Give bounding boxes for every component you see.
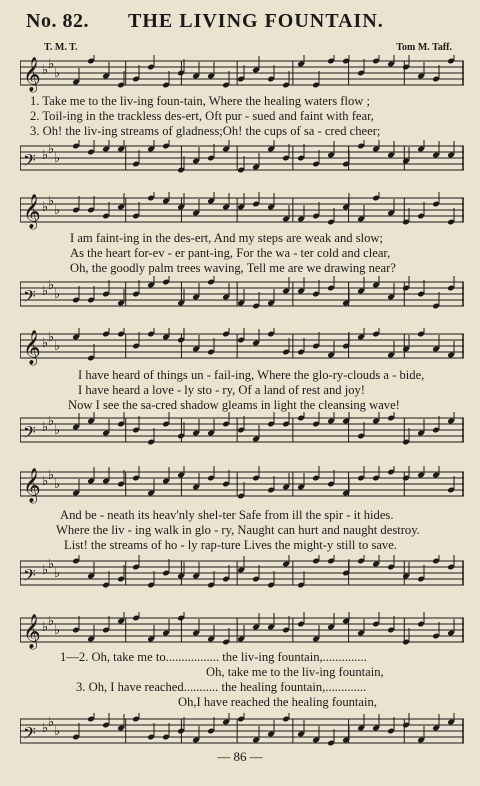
lyric-line: Now I see the sa-cred shadow gleams in light the cleansing wave! bbox=[68, 398, 400, 412]
composer-credit: Tom M. Taff. bbox=[396, 42, 452, 53]
lyric-line: I have heard of things un - fail-ing, Where the glo-ry-clouds a - bide, bbox=[78, 368, 425, 382]
svg-text:𝄢: 𝄢 bbox=[23, 286, 36, 310]
bass-staff-1 bbox=[20, 140, 464, 180]
lyrics-system-4 bbox=[30, 508, 464, 553]
lyric-line: And be - neath its heav'nly shel-ter Safe from ill the spir - it hides. bbox=[60, 508, 394, 522]
svg-text:♭: ♭ bbox=[48, 614, 55, 629]
svg-text:♭: ♭ bbox=[42, 420, 49, 435]
svg-text:♭: ♭ bbox=[42, 63, 49, 78]
hymn-number: No. 82. bbox=[26, 10, 89, 32]
svg-text:𝄞: 𝄞 bbox=[23, 57, 41, 92]
svg-text:♭: ♭ bbox=[42, 721, 49, 736]
svg-text:♭: ♭ bbox=[48, 142, 55, 157]
treble-staff-4 bbox=[20, 466, 464, 506]
svg-text:𝄞: 𝄞 bbox=[23, 468, 41, 503]
svg-text:𝄞: 𝄞 bbox=[23, 614, 41, 649]
svg-text:♭: ♭ bbox=[48, 557, 55, 572]
svg-text:♭: ♭ bbox=[54, 477, 61, 492]
treble-staff-2 bbox=[20, 192, 464, 232]
svg-text:𝄞: 𝄞 bbox=[23, 194, 41, 229]
svg-text:♭: ♭ bbox=[42, 200, 49, 215]
svg-text:♭: ♭ bbox=[48, 414, 55, 429]
bass-staff-3 bbox=[20, 412, 464, 452]
svg-text:♭: ♭ bbox=[48, 330, 55, 345]
svg-text:♭: ♭ bbox=[42, 148, 49, 163]
svg-text:𝄢: 𝄢 bbox=[23, 723, 36, 747]
bass-staff-5 bbox=[20, 713, 464, 753]
svg-text:♭: ♭ bbox=[54, 623, 61, 638]
svg-text:♭: ♭ bbox=[54, 339, 61, 354]
svg-text:♭: ♭ bbox=[48, 715, 55, 730]
lyric-line: Oh, the goodly palm trees waving, Tell me are we drawing near? bbox=[70, 261, 396, 275]
lyric-line: I have heard a love - ly sto - ry, Of a land of rest and joy! bbox=[78, 383, 365, 397]
lyric-line: Oh,I have reached the healing fountain, bbox=[178, 695, 377, 709]
lyrics-system-3 bbox=[30, 368, 464, 413]
lyric-line: 1. Take me to the liv-ing foun-tain, Where the healing waters flow ; bbox=[30, 94, 370, 108]
svg-text:♭: ♭ bbox=[54, 287, 61, 302]
lyric-line: 3. Oh, I have reached........... the healing fountain,............. bbox=[76, 680, 367, 694]
treble-staff-5 bbox=[20, 612, 464, 652]
svg-text:♭: ♭ bbox=[48, 278, 55, 293]
svg-text:♭: ♭ bbox=[54, 566, 61, 581]
svg-text:♭: ♭ bbox=[48, 57, 55, 72]
svg-text:𝄢: 𝄢 bbox=[23, 565, 36, 589]
svg-text:♭: ♭ bbox=[42, 284, 49, 299]
lyric-line: I am faint-ing in the des-ert, And my steps are weak and slow; bbox=[70, 231, 384, 245]
svg-text:♭: ♭ bbox=[42, 474, 49, 489]
treble-staff-3 bbox=[20, 328, 464, 368]
svg-text:𝄞: 𝄞 bbox=[23, 330, 41, 365]
svg-text:♭: ♭ bbox=[48, 468, 55, 483]
svg-text:♭: ♭ bbox=[42, 620, 49, 635]
bass-staff-2 bbox=[20, 276, 464, 316]
lyric-line: As the heart for-ev - er pant-ing, For the wa - ter cold and clear, bbox=[70, 246, 391, 260]
svg-text:♭: ♭ bbox=[42, 563, 49, 578]
svg-text:♭: ♭ bbox=[48, 194, 55, 209]
svg-text:♭: ♭ bbox=[54, 203, 61, 218]
svg-text:♭: ♭ bbox=[54, 66, 61, 81]
svg-text:♭: ♭ bbox=[54, 423, 61, 438]
lyrics-system-2 bbox=[30, 231, 464, 276]
lyric-line: 3. Oh! the liv-ing streams of gladness;Oh! the cups of sa - cred cheer; bbox=[30, 124, 381, 138]
lyric-line: Where the liv - ing walk in glo - ry, Naught can hurt and naught destroy. bbox=[56, 523, 420, 537]
svg-text:♭: ♭ bbox=[42, 336, 49, 351]
page-number: — 86 — bbox=[217, 749, 263, 764]
lyrics-system-5 bbox=[30, 650, 464, 710]
svg-text:𝄢: 𝄢 bbox=[23, 422, 36, 446]
svg-text:𝄢: 𝄢 bbox=[23, 150, 36, 174]
svg-text:♭: ♭ bbox=[54, 151, 61, 166]
treble-staff-1 bbox=[20, 55, 464, 95]
lyric-line: 1—2. Oh, take me to................. the liv-ing fountain,.............. bbox=[60, 650, 367, 664]
lyric-line: List! the streams of ho - ly rap-ture Lives the might-y still to save. bbox=[64, 538, 397, 552]
lyric-line: 2. Toil-ing in the trackless des-ert, Oft pur - sued and faint with fear, bbox=[30, 109, 374, 123]
hymn-title: THE LIVING FOUNTAIN. bbox=[128, 10, 384, 32]
bass-staff-4 bbox=[20, 555, 464, 595]
lyric-line: Oh, take me to the liv-ing fountain, bbox=[206, 665, 384, 679]
lyricist-credit: T. M. T. bbox=[44, 42, 78, 53]
lyrics-system-1 bbox=[30, 94, 464, 139]
svg-text:♭: ♭ bbox=[54, 724, 61, 739]
